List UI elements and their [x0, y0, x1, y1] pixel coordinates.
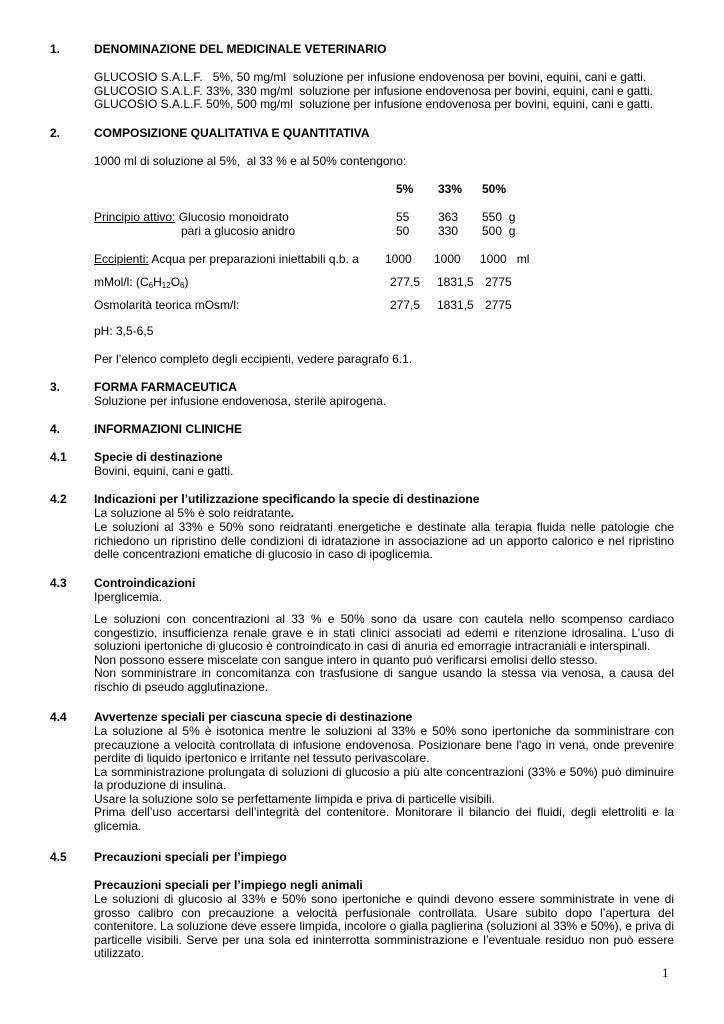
- eccipienti-val-33: 1000: [434, 252, 461, 266]
- mmol-h: H: [153, 275, 162, 289]
- section-4-3-line1: Iperglicemia.: [94, 590, 163, 604]
- ph-value: pH: 3,5-6,5: [94, 324, 154, 338]
- section-4-2-line1: [94, 507, 674, 521]
- section-4-4-body: [94, 725, 674, 833]
- composition-intro: 1000 ml di soluzione al 5%, al 33 % e al 50% contengono:: [94, 154, 407, 168]
- section-4-5-paragraph: Le soluzioni di glucosio al 33% e 50% sono ipertoniche e quindi devono essere somministrate in vene di grosso calibro con precauzione a velocità perfusionale controllata. Usare subito dopo l’apertura del contenitore. La soluzione deve essere limpida, incolore o gialla paglierina (soluzioni al 33% e 50%), e priva di particelle visibili. Serve per una sola ed ininterrotta somministrazione e l’eventuale residuo non può essere utilizzato.: [94, 892, 674, 960]
- section-1-title: DENOMINAZIONE DEL MEDICINALE VETERINARIO: [94, 42, 387, 56]
- anidro-text: pari a glucosio anidro: [181, 224, 296, 238]
- section-4-1-number: 4.1: [50, 450, 67, 464]
- eccipienti-val-50: 1000 ml: [480, 252, 530, 266]
- mmol-suffix: ): [184, 275, 189, 289]
- section-4-1-text: Bovini, equini, cani e gatti.: [94, 464, 234, 478]
- section-4-2-paragraph: Le soluzioni al 33% e 50% sono reidratanti energetiche e destinate alla terapia fluida nelle patologie che richiedono un ripristino delle condizioni di idratazione in associazione ad un apporto calorico e nel ripristino delle concentrazioni ematiche di glucosio in caso di ipoglicemia.: [94, 520, 674, 561]
- section-4-5-number: 4.5: [50, 850, 67, 864]
- section-4-2-title: Indicazioni per l’utilizzazione specificando la specie di destinazione: [94, 492, 480, 506]
- eccipienti-val-5: 1000: [385, 252, 412, 266]
- product-names: [94, 71, 674, 112]
- mmol-val-33: 1831,5: [437, 275, 474, 289]
- section-4-4-para2: La somministrazione prolungata di soluzioni di glucosio a più alte concentrazioni (33% e 50%) può diminuire la produzione di insulina.: [94, 764, 674, 792]
- section-4-2-line1-dot: .: [290, 506, 295, 520]
- section-4-2-line1-text: La soluzione al 5% è solo reidratante: [94, 506, 291, 520]
- eccipienti-text: Acqua per preparazioni iniettabili q.b. a: [148, 252, 359, 266]
- anidro-val-5: 50: [396, 224, 410, 238]
- osm-label: Osmolarità teorica mOsm/l:: [94, 298, 240, 312]
- osm-val-5: 277,5: [390, 298, 421, 312]
- page-number: 1: [662, 965, 669, 980]
- section-3-number: 3.: [50, 380, 61, 394]
- product-name-5: GLUCOSIO S.A.L.F. 5%, 50 mg/ml soluzione per infusione endovenosa per bovini, equini, cani e gatti.: [94, 70, 647, 84]
- section-1-number: 1.: [50, 42, 61, 56]
- anidro-val-33: 330: [438, 224, 459, 238]
- principio-val-5: 55: [396, 210, 410, 224]
- mmol-prefix: mMol/l: (C: [94, 275, 149, 289]
- section-4-4-para3: Usare la soluzione solo se perfettamente limpida e priva di particelle visibili.: [94, 791, 495, 806]
- principio-label: Principio attivo:: [94, 210, 176, 224]
- col-header-5: 5%: [396, 182, 414, 196]
- mmol-o: O: [170, 275, 181, 289]
- section-4-title: INFORMAZIONI CLINICHE: [94, 422, 242, 436]
- section-4-4-para4: Prima dell’uso accertarsi dell’integrità del contenitore. Monitorare il bilancio dei fluidi, degli elettroliti e la glicemia.: [94, 805, 674, 833]
- principio-row-label: [94, 211, 289, 225]
- section-2-number: 2.: [50, 126, 61, 140]
- osm-val-50: 2775: [485, 298, 512, 312]
- section-2-title: COMPOSIZIONE QUALITATIVA E QUANTITATIVA: [94, 126, 370, 140]
- section-4-3-number: 4.3: [50, 576, 67, 590]
- product-name-33: GLUCOSIO S.A.L.F. 33%, 330 mg/ml soluzione per infusione endovenosa per bovini, equini, cani e gatti.: [94, 83, 653, 98]
- product-name-50: GLUCOSIO S.A.L.F. 50%, 500 mg/ml soluzione per infusione endovenosa per bovini, equini, cani e gatti.: [94, 97, 653, 111]
- section-4-5-subtitle: Precauzioni speciali per l’impiego negli animali: [94, 878, 363, 892]
- col-header-33: 33%: [438, 182, 463, 196]
- eccipienti-label: Eccipienti:: [94, 252, 149, 266]
- mmol-label: [94, 276, 189, 290]
- section-4-3-para2: Non possono essere miscelate con sangue intero in quanto può verificarsi emolisi dello stesso.: [94, 652, 598, 667]
- section-3-text: Soluzione per infusione endovenosa, sterile apirogena.: [94, 394, 387, 408]
- section-4-3-para3: Non somministrare in concomitanza con trasfusione di sangue usando la stessa via venosa, a causa del rischio di pseudo agglutinazione.: [94, 666, 674, 694]
- principio-val-33: 363: [438, 210, 459, 224]
- mmol-sub2: 12: [161, 281, 171, 290]
- section-4-2-number: 4.2: [50, 492, 67, 506]
- principio-val-50: 550 g: [482, 210, 516, 224]
- excipients-reference: Per l’elenco completo degli eccipienti, vedere paragrafo 6.1.: [94, 352, 413, 366]
- eccipienti-row-label: [94, 253, 359, 267]
- principio-text: Glucosio monoidrato: [175, 210, 289, 224]
- mmol-val-50: 2775: [485, 275, 512, 289]
- section-4-3-body: [94, 613, 674, 694]
- section-4-4-para1: La soluzione al 5% è isotonica mentre le soluzioni al 33% e 50% sono ipertoniche da somministrare con precauzione a velocità controllata di infusione endovenosa. Posizionare bene l'ago in vena, onde prevenire perdite di liquido ipertonico e irritante nel tessuto perivascolare.: [94, 724, 674, 765]
- osm-val-33: 1831,5: [437, 298, 474, 312]
- col-header-50: 50%: [482, 182, 507, 196]
- section-4-5-title: Precauzioni speciali per l’impiego: [94, 850, 287, 864]
- section-4-number: 4.: [50, 422, 61, 436]
- section-3-title: FORMA FARMACEUTICA: [94, 380, 237, 394]
- mmol-sub3: 6: [180, 281, 185, 290]
- anidro-val-50: 500 g: [482, 224, 516, 238]
- section-4-4-number: 4.4: [50, 710, 67, 724]
- section-4-3-para1: Le soluzioni con concentrazioni al 33 % e 50% sono da usare con cautela nello scompenso cardiaco congestizio, insufficienza renale grave e in stati clinici associati ad edemi e ritenzione idrosalina. L’uso di soluzioni ipertoniche di glucosio è controindicato in casi di anuria ed emorragie intracraniali e interspinali.: [94, 612, 674, 653]
- section-4-1-title: Specie di destinazione: [94, 450, 223, 464]
- mmol-sub1: 6: [148, 281, 154, 290]
- section-4-3-title: Controindicazioni: [94, 576, 196, 590]
- mmol-val-5: 277,5: [390, 275, 421, 289]
- section-4-4-title: Avvertenze speciali per ciascuna specie di destinazione: [94, 710, 413, 724]
